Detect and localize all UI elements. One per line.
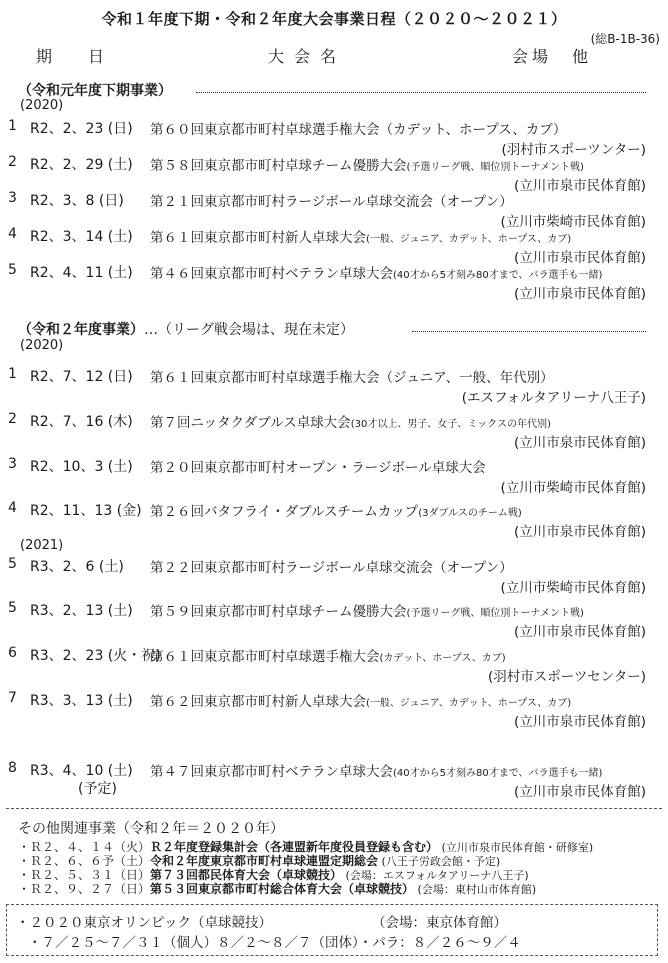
row-date: R3、2、23 (火・祝) — [30, 648, 161, 664]
event-note: (30才以上、男子、女子、ミックスの年代別) — [350, 419, 551, 430]
row-date: R2、7、12 (日) — [30, 369, 133, 385]
related-venue: (会場：エスフォルタアリーナ八王子) — [342, 869, 529, 882]
row-venue: (立川市泉市民体育館) — [513, 524, 646, 540]
section2-note: …（リーグ戦会場は、現在未定） — [144, 322, 354, 338]
related-venue: (八王子労政会館・予定) — [378, 855, 501, 868]
row-event — [150, 190, 513, 210]
row-venue: (立川市泉市民体育館) — [513, 784, 646, 800]
related-date: ・Ｒ２、９、２７（日） — [18, 882, 151, 896]
row-event — [150, 262, 602, 282]
related-event: 第５３回東京都市町村総合体育大会（卓球競技） — [150, 882, 415, 896]
row-event — [150, 556, 513, 576]
row-event — [150, 645, 506, 665]
event-note: (一般、ジュニア、カデット、ホープス、カブ) — [366, 234, 572, 245]
row-venue: (立川市泉市民体育館) — [513, 624, 646, 640]
row-event — [150, 690, 571, 710]
row-event — [150, 366, 554, 386]
header-event: 大会名 — [268, 47, 347, 66]
row-date: R2、11、13 (金) — [30, 503, 142, 519]
olympics-line1: ・２０２０東京オリンピック（卓球競技） — [16, 915, 272, 931]
row-venue: (立川市柴崎市民体育館) — [500, 214, 646, 230]
row-venue: (羽村市スポーツセンター) — [488, 669, 646, 685]
row-event — [150, 600, 584, 620]
row-event — [150, 760, 602, 780]
olympics-venue: （会場：東京体育館） — [372, 915, 507, 931]
event-name: 第６１回東京都市町村卓球選手権大会（ジュニア、一般、年代別） — [150, 370, 554, 386]
row-date: R2、7、16 (木) — [30, 414, 133, 430]
row-venue: (立川市泉市民体育館) — [513, 286, 646, 302]
section1-year: (2020) — [20, 98, 64, 113]
row-date: R3、4、10 (土) — [30, 763, 133, 779]
row-number: 6 — [8, 645, 17, 661]
row-number: 5 — [8, 262, 17, 278]
related-date: ・Ｒ２、４、１４（火） — [18, 840, 151, 854]
event-name: 第６２回東京都市町村新人卓球大会 — [150, 694, 366, 710]
event-note: (予選リーグ戦、順位別トーナメント戦) — [406, 608, 584, 619]
event-name: 第５９回東京都市町村卓球チーム優勝大会 — [150, 604, 407, 620]
row-venue: (エスフォルタアリーナ八王子) — [461, 390, 646, 406]
row-date: R2、2、29 (土) — [30, 157, 133, 173]
event-note: (40才から5才刻み80才まで、バラ選手も一緒) — [393, 270, 603, 281]
row-date: R2、10、3 (土) — [30, 459, 133, 475]
row-date: R3、3、13 (土) — [30, 693, 133, 709]
section2-title-text: （令和２年度事業） — [18, 322, 144, 338]
section2-year-2021: (2021) — [20, 538, 64, 553]
row-event — [150, 226, 571, 246]
header-venue: 会場 他 — [512, 47, 593, 66]
row-event — [150, 411, 551, 431]
row-number: 1 — [8, 118, 17, 134]
row-venue: (立川市泉市民体育館) — [513, 435, 646, 451]
event-note: (3ダブルスのチーム戦) — [418, 508, 522, 519]
row-number: 4 — [8, 500, 17, 516]
event-name: 第２０回東京都市町村オープン・ラージボール卓球大会 — [150, 460, 486, 476]
event-name: 第２６回バタフライ・ダブルスチームカップ — [150, 504, 419, 520]
section2-year: (2020) — [20, 338, 64, 353]
row-venue: (立川市泉市民体育館) — [513, 714, 646, 730]
row-venue: (羽村市スポーツンター) — [501, 142, 646, 158]
event-name: 第６０回東京都市町村卓球選手権大会（カデット、ホープス、カブ） — [150, 122, 567, 138]
event-name: 第６１回東京都市町村卓球選手権大会 — [150, 649, 380, 665]
event-name: 第５８回東京都市町村卓球チーム優勝大会 — [150, 158, 407, 174]
page-title: 令和１年度下期・令和２年度大会事業日程（２０２０～２０２１） — [101, 10, 567, 28]
related-date: ・Ｒ２、６、６予（土） — [18, 854, 151, 868]
row-event — [150, 456, 486, 476]
section1-title: （令和元年度下期事業） — [18, 83, 172, 99]
event-name: 第４６回東京都市町村ベテラン卓球大会 — [150, 266, 393, 282]
event-note: (40才から5才刻み80才まで、バラ選手も一緒) — [393, 768, 603, 779]
event-name: 第２２回東京都市町村ラージボール卓球交流会（オープン） — [150, 560, 513, 576]
related-event: 令和２年度東京都市町村卓球連盟定期総会 — [150, 854, 379, 868]
event-name: 第２１回東京都市町村ラージボール卓球交流会（オープン） — [150, 194, 513, 210]
related-venue: (会場：東村山市体育館) — [414, 883, 537, 896]
event-name: 第７回ニッタクダブルス卓球大会 — [150, 415, 351, 431]
row-event — [150, 500, 522, 520]
row-number: 3 — [8, 190, 17, 206]
related-event: 第７３回都民体育大会（卓球競技） — [150, 868, 343, 882]
row-venue: (立川市泉市民体育館) — [513, 178, 646, 194]
row-number: 2 — [8, 411, 17, 427]
tentative-note: (予定) — [78, 781, 117, 797]
olympics-line2: ・７／２５～７／３１（個人）８／２～８／７（団体）・パラ：８／２６～９／４ — [28, 935, 521, 951]
section2-divider — [412, 331, 646, 332]
event-note: (予選リーグ戦、順位別トーナメント戦) — [406, 162, 584, 173]
event-name: 第４７回東京都市町村ベテラン卓球大会 — [150, 764, 393, 780]
row-venue: (立川市柴崎市民体育館) — [500, 480, 646, 496]
row-event — [150, 154, 584, 174]
row-date: R3、2、13 (土) — [30, 603, 133, 619]
row-number: 3 — [8, 456, 17, 472]
row-venue: (立川市柴崎市民体育館) — [500, 580, 646, 596]
row-date: R3、2、6 (土) — [30, 559, 124, 575]
related-event: Ｒ２年度登録集計会（各連盟新年度役員登録も含む） — [150, 840, 439, 854]
row-venue: (立川市泉市民体育館) — [513, 250, 646, 266]
row-number: 5 — [8, 556, 17, 572]
row-number: 2 — [8, 154, 17, 170]
row-number: 4 — [8, 226, 17, 242]
section-divider — [6, 808, 662, 809]
document-reference: (総B-1B-36) — [590, 32, 660, 46]
event-note: (カデット、ホープス、カブ) — [379, 653, 506, 664]
section2-title — [18, 319, 354, 339]
related-title: その他関連事業（令和２年＝２０２０年） — [18, 821, 284, 837]
row-number: 5 — [8, 600, 17, 616]
event-name: 第６１回東京都市町村新人卓球大会 — [150, 230, 366, 246]
section1-divider — [196, 92, 646, 93]
row-date: R2、2、23 (日) — [30, 121, 133, 137]
header-date: 期 日 — [36, 47, 115, 66]
row-date: R2、3、8 (日) — [30, 193, 124, 209]
row-date: R2、4、11 (土) — [30, 265, 133, 281]
row-number: 1 — [8, 366, 17, 382]
row-number: 8 — [8, 760, 17, 776]
row-number: 7 — [8, 690, 17, 706]
row-date: R2、3、14 (土) — [30, 229, 133, 245]
event-note: (一般、ジュニア、カデット、ホープス、カブ) — [366, 698, 572, 709]
related-item — [18, 880, 536, 897]
related-date: ・Ｒ２、５、３１（日） — [18, 868, 151, 882]
related-venue: (立川市泉市民体育館・研修室) — [438, 841, 594, 854]
row-event — [150, 118, 566, 138]
